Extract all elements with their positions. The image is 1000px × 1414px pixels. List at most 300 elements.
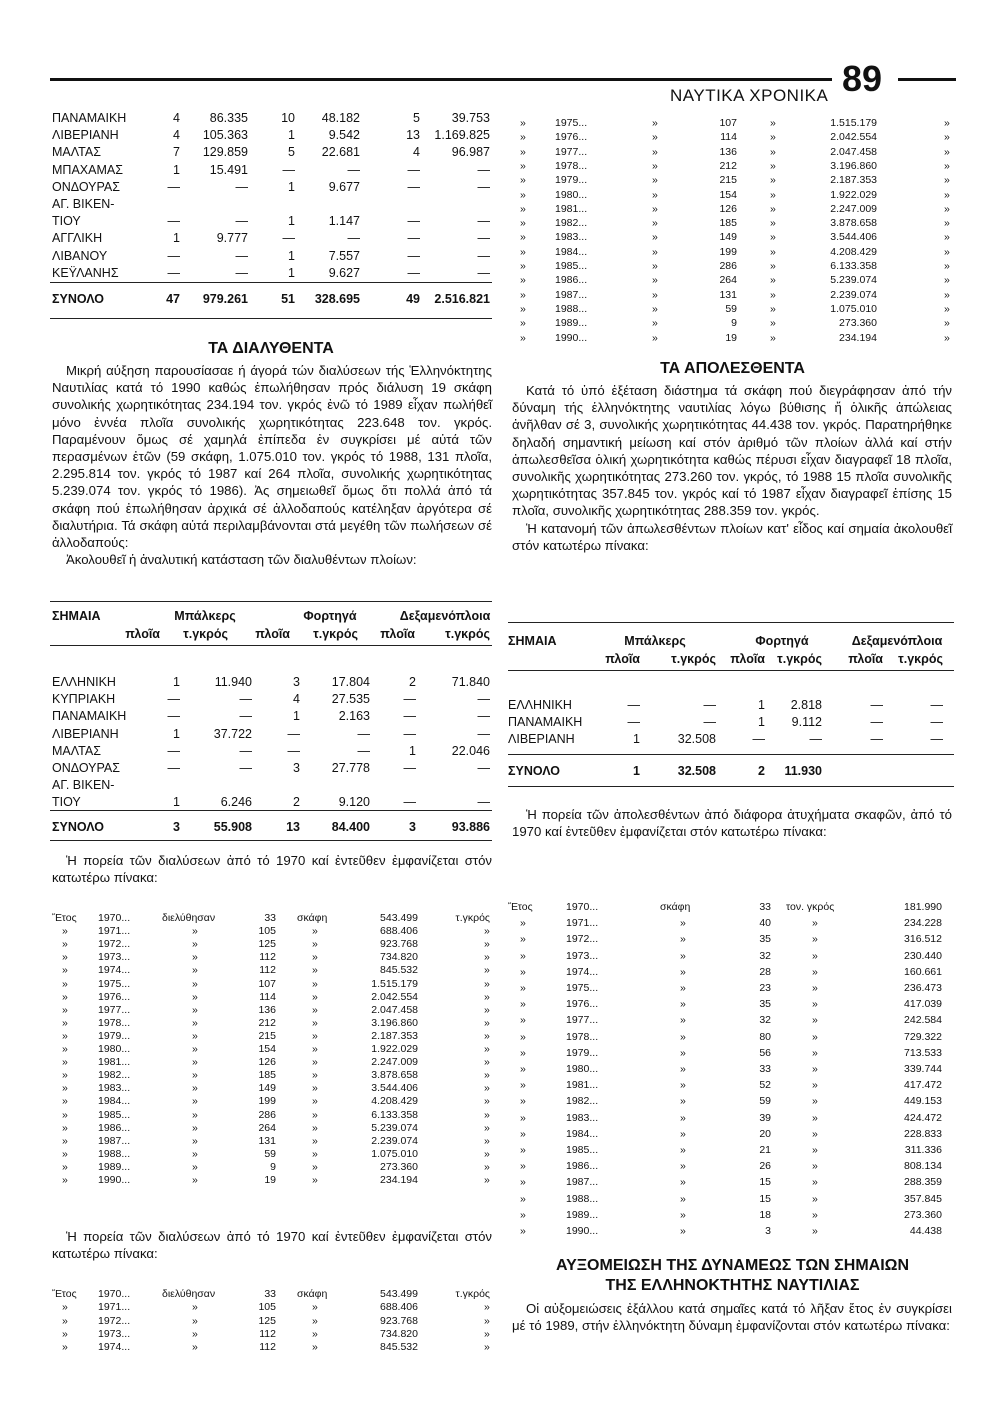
- ditto-mark: »: [520, 260, 526, 272]
- series-year: 1970...: [98, 912, 131, 924]
- ditto-mark: »: [652, 117, 658, 129]
- series-count: 33: [264, 912, 276, 924]
- table-value: 1: [409, 743, 416, 758]
- table-value: 32.508: [677, 732, 716, 747]
- table-value: 3: [173, 820, 180, 834]
- table-value: —: [407, 231, 420, 246]
- table-value: 84.400: [331, 820, 370, 834]
- series-year: 1983...: [98, 1082, 131, 1095]
- flag-name: ΕΛΛΗΝΙΚΗ: [52, 675, 116, 689]
- series-tonnage: 3.544.406: [371, 1082, 418, 1095]
- series-tonnage: 417.472: [904, 1079, 942, 1092]
- ditto-mark: »: [62, 1095, 68, 1108]
- table-value: 4: [173, 128, 180, 143]
- ditto-mark: »: [812, 1225, 818, 1237]
- series-count: 19: [264, 1174, 276, 1186]
- series-count: 125: [258, 938, 276, 951]
- series-tonnage: 729.322: [904, 1030, 942, 1043]
- ditto-mark: »: [520, 131, 526, 144]
- ditto-mark: »: [944, 217, 950, 230]
- ditto-mark: »: [770, 159, 776, 172]
- ditto-mark: »: [680, 1144, 686, 1156]
- series-tonnage: 923.768: [380, 1314, 418, 1327]
- ditto-mark: »: [312, 1174, 318, 1186]
- series-count: 33: [759, 901, 771, 913]
- series-count: 199: [719, 245, 737, 258]
- lost-series-text: Ἡ πορεία τῶν ἀπολεσθέντων ἀπό διάφορα ἀτυχήματα σκαφῶν, ἀπό τό 1970 καί ἐντεῦθεν ἐμφανίζεται στόν κατωτέρω πίνακα:: [512, 807, 952, 840]
- ditto-mark: »: [484, 1341, 490, 1354]
- series-count: 23: [759, 982, 771, 994]
- ditto-mark: »: [520, 117, 526, 129]
- ditto-mark: »: [192, 964, 198, 977]
- series-tonnage: 357.845: [904, 1192, 942, 1205]
- table-value: 15.491: [209, 162, 248, 177]
- series-tonnage: 2.187.353: [371, 1029, 418, 1042]
- ditto-mark: »: [652, 302, 658, 315]
- series-count: 215: [258, 1029, 276, 1042]
- flag-name: ΛΙΒΕΡΙΑΝΗ: [52, 726, 119, 741]
- ditto-mark: »: [62, 1134, 68, 1147]
- ditto-mark: »: [944, 288, 950, 301]
- flag-name: ΑΓ. ΒΙΚΕΝ-: [52, 778, 115, 793]
- ditto-mark: »: [62, 1003, 68, 1016]
- ditto-mark: »: [520, 245, 526, 258]
- ditto-mark: »: [62, 1043, 68, 1055]
- series-count: 112: [259, 1327, 276, 1340]
- ditto-mark: »: [312, 1082, 318, 1095]
- series-count: 32: [759, 1014, 771, 1027]
- ditto-mark: »: [62, 1314, 68, 1327]
- ditto-mark: »: [520, 982, 526, 994]
- table-value: 11.930: [784, 764, 822, 778]
- series-count: 126: [719, 202, 737, 215]
- ditto-mark: »: [484, 1160, 490, 1173]
- series-count: 264: [258, 1121, 276, 1134]
- series-year: 1990...: [566, 1225, 599, 1237]
- ditto-mark: »: [312, 1056, 318, 1069]
- table-rule: [508, 786, 954, 787]
- column-subheader: τ.γκρός: [777, 652, 822, 666]
- column-header: Φορτηγά: [303, 609, 357, 623]
- ditto-mark: »: [62, 1056, 68, 1069]
- ditto-mark: »: [680, 982, 686, 994]
- table-value: 55.908: [213, 820, 252, 834]
- table-value: 2: [293, 795, 300, 810]
- series-count: 80: [759, 1030, 771, 1043]
- ditto-mark: »: [312, 1069, 318, 1082]
- table-value: 2.516.821: [434, 292, 490, 306]
- ditto-mark: »: [812, 1079, 818, 1092]
- ditto-mark: »: [192, 1301, 198, 1314]
- series-tonnage: 3.196.860: [371, 1016, 418, 1029]
- ditto-mark: »: [944, 245, 950, 258]
- ditto-mark: »: [680, 1176, 686, 1189]
- ditto-mark: »: [312, 951, 318, 964]
- table-value: 86.335: [209, 111, 248, 125]
- ditto-mark: »: [312, 1003, 318, 1016]
- series-tonnage: 713.533: [904, 1046, 942, 1059]
- ditto-mark: »: [520, 1208, 526, 1221]
- table-value: 1: [758, 715, 765, 730]
- series-year: 1976...: [555, 131, 588, 144]
- table-value: 5: [288, 145, 295, 160]
- ditto-mark: »: [812, 1127, 818, 1140]
- table-value: 71.840: [451, 675, 490, 689]
- flag-name: ΛΙΒΕΡΙΑΝΗ: [508, 732, 575, 747]
- series-count: 15: [759, 1176, 771, 1189]
- table-value: 2.163: [338, 709, 370, 724]
- table-value: —: [235, 265, 248, 280]
- ditto-mark: »: [770, 202, 776, 215]
- fluctuation-heading-line1: ΑΥΞΟΜΕΙΩΣΗ ΤΗΣ ΔΥΝΑΜΕΩΣ ΤΩΝ ΣΗΜΑΙΩΝ: [555, 1257, 910, 1274]
- series-tonnage: 923.768: [380, 938, 418, 951]
- series-count: 15: [759, 1192, 771, 1205]
- ditto-mark: »: [770, 302, 776, 315]
- fluctuation-paragraph: [512, 1300, 952, 1334]
- ditto-mark: »: [192, 1029, 198, 1042]
- flag-name: ΤΙΟΥ: [52, 214, 81, 229]
- table-value: —: [167, 179, 180, 194]
- column-subheader: τ.γκρός: [671, 652, 716, 666]
- flag-name: ΣΥΝΟΛΟ: [52, 820, 104, 834]
- scrapped-series-intro: [52, 852, 492, 886]
- ditto-mark: »: [520, 317, 526, 330]
- series-year: 1983...: [566, 1111, 599, 1124]
- section-heading-scrapped: ΤΑ ΔΙΑΛΥΘΕΝΤΑ: [208, 340, 334, 357]
- ditto-mark: »: [680, 1030, 686, 1043]
- ditto-mark: »: [312, 964, 318, 977]
- ditto-mark: »: [944, 302, 950, 315]
- table-rule: [508, 622, 954, 623]
- series-count: 154: [258, 1043, 276, 1055]
- series-count: 114: [259, 990, 276, 1003]
- ditto-mark: »: [192, 1043, 198, 1055]
- ditto-mark: »: [520, 1046, 526, 1059]
- ditto-mark: »: [520, 202, 526, 215]
- ditto-mark: »: [192, 1121, 198, 1134]
- table-value: 1: [173, 795, 180, 810]
- lost-intro-text: Ἡ κατανομή τῶν ἀπωλεσθέντων πλοίων κατ' εἶδος καί σημαία ἀκολουθεῖ στόν κατωτέρω πίνακα:: [512, 520, 952, 553]
- table-value: 96.987: [451, 145, 490, 160]
- series-tonnage: 2.042.554: [830, 131, 877, 144]
- series-tonnage: 1.922.029: [830, 188, 877, 201]
- series-count: 286: [719, 260, 737, 272]
- table-value: 1.169.825: [434, 128, 490, 143]
- table-rule: [508, 754, 954, 755]
- series-tonnage: 1.922.029: [371, 1043, 418, 1055]
- ditto-mark: »: [484, 1121, 490, 1134]
- ditto-mark: »: [192, 990, 198, 1003]
- series-tonnage: 2.247.009: [830, 202, 877, 215]
- table-value: 13: [286, 820, 300, 834]
- table-value: —: [627, 698, 640, 712]
- series-year: 1983...: [555, 231, 588, 244]
- scrapped-text: Μικρή αύξηση παρουσίασαε ή άγορά τών διαλύσεων τής Ἑλληνόκτητης Ναυτιλίας κατά τό 1990 καθώς ἐπωλήθησαν πρός διάλυση 19 σκάφη συνολικής χωρητικότητας 234.194 τον. γκρός ἐνῶ τό 1989 εἶχαν πωλήθεῖ μόνο ἐννέα πλοῖα συνολικής χωρητικότητας 223.648 τον. γκρός. Παραμένουν ὅμως σέ χαμηλά ἐπίπεδα ἐν συγκρίσει μέ αὐτά τῶν περασμένων ἐτῶν (59 σκάφη, 1.075.010 τον. γκρός τό 1988, 131 πλοῖα, 2.295.814 τον. γκρός τό 1987 καί 264 πλοῖα, συνολικής χωρητικότητας 5.239.074 τον. γκρός τό 1986). Ἀς σημειωθεῖ ὅμως ὅτι πολλά ἀπό τά σκάφη πού ἐπωλήθησαν ἀρχικά σέ ἀλλοδαπούς κατέληξαν ἀργότερα σέ διαλυτήρια. Τά σκάφη αὐτά περιλαμβάνονται στά μεγέθη τῶν πωλήσεων σέ ἀλλοδαπούς:: [52, 363, 492, 551]
- ditto-mark: »: [192, 1134, 198, 1147]
- ditto-mark: »: [484, 1003, 490, 1016]
- series-tonnage: 845.532: [380, 1341, 418, 1354]
- header-rule-right: [898, 78, 956, 81]
- series-tonnage: 316.512: [904, 933, 942, 946]
- table-value: —: [703, 698, 716, 712]
- ditto-mark: »: [520, 1095, 526, 1108]
- ditto-mark: »: [192, 1003, 198, 1016]
- table-value: —: [477, 709, 490, 724]
- flag-name: ΛΙΒΕΡΙΑΝΗ: [52, 128, 119, 143]
- ditto-mark: »: [812, 1192, 818, 1205]
- ditto-mark: »: [944, 331, 950, 344]
- ditto-mark: »: [312, 1043, 318, 1055]
- ditto-mark: »: [812, 917, 818, 930]
- table-value: —: [477, 761, 490, 775]
- ditto-mark: »: [680, 949, 686, 962]
- series-tonnage: 424.472: [904, 1111, 942, 1124]
- ditto-mark: »: [62, 1029, 68, 1042]
- ditto-mark: »: [944, 231, 950, 244]
- ditto-mark: »: [680, 1079, 686, 1092]
- series-year: 1984...: [566, 1127, 599, 1140]
- column-header: Δεξαμενόπλοια: [851, 634, 943, 648]
- ditto-mark: »: [312, 938, 318, 951]
- series-year: 1985...: [555, 260, 588, 272]
- ditto-mark: »: [520, 998, 526, 1011]
- flag-name: ΚΕΫΛΑΝΗΣ: [52, 265, 119, 280]
- ditto-mark: »: [484, 951, 490, 964]
- ditto-mark: »: [520, 1192, 526, 1205]
- ditto-mark: »: [520, 1111, 526, 1124]
- ditto-mark: »: [484, 1029, 490, 1042]
- page-number: 89: [842, 58, 883, 99]
- series-tonnage: 3.878.658: [830, 217, 877, 230]
- series-tonnage: 4.208.429: [830, 245, 877, 258]
- ditto-mark: »: [484, 1082, 490, 1095]
- series-count: 112: [259, 1341, 276, 1354]
- ditto-mark: »: [62, 1069, 68, 1082]
- series-tonnage: 1.075.010: [371, 1147, 418, 1160]
- series-tonnage: 234.194: [380, 1174, 418, 1186]
- table-value: —: [407, 248, 420, 263]
- ditto-mark: »: [520, 1176, 526, 1189]
- ditto-mark: »: [520, 1144, 526, 1156]
- ditto-mark: »: [192, 1108, 198, 1121]
- table-value: —: [235, 248, 248, 263]
- series-label: Ἔτος: [52, 912, 77, 924]
- ditto-mark: »: [312, 1134, 318, 1147]
- table-value: —: [407, 179, 420, 194]
- ditto-mark: »: [62, 1301, 68, 1314]
- ditto-mark: »: [812, 1208, 818, 1221]
- ditto-mark: »: [770, 131, 776, 144]
- table-value: —: [627, 715, 640, 730]
- series-tonnage: 288.359: [904, 1176, 942, 1189]
- ditto-mark: »: [484, 977, 490, 990]
- ditto-mark: »: [62, 951, 68, 964]
- ditto-mark: »: [520, 965, 526, 978]
- ditto-mark: »: [520, 331, 526, 344]
- table-value: 1: [173, 726, 180, 741]
- series-year: 1978...: [98, 1016, 131, 1029]
- table-value: 3: [293, 761, 300, 775]
- table-rule: [50, 645, 492, 646]
- ditto-mark: »: [312, 1301, 318, 1314]
- ditto-mark: »: [770, 188, 776, 201]
- column-header: Φορτηγά: [755, 634, 809, 648]
- ditto-mark: »: [484, 1147, 490, 1160]
- series-count: 35: [759, 998, 771, 1011]
- ditto-mark: »: [484, 1301, 490, 1314]
- ditto-mark: »: [484, 938, 490, 951]
- fluctuation-heading-line2: ΤΗΣ ΕΛΛΗΝΟΚΤΗΤΗΣ ΝΑΥΤΙΛΙΑΣ: [605, 1277, 860, 1294]
- series-year: 1986...: [566, 1160, 599, 1173]
- table-value: —: [357, 743, 370, 758]
- ditto-mark: »: [192, 1314, 198, 1327]
- ditto-mark: »: [812, 982, 818, 994]
- table-value: 1: [288, 214, 295, 229]
- ditto-mark: »: [62, 938, 68, 951]
- series-count: 112: [259, 951, 276, 964]
- series-tonnage: 6.133.358: [371, 1108, 418, 1121]
- ditto-mark: »: [62, 1147, 68, 1160]
- table-value: —: [167, 248, 180, 263]
- table-value: 10: [281, 111, 295, 125]
- series-year: 1982...: [98, 1069, 131, 1082]
- series-year: 1985...: [98, 1108, 131, 1121]
- series-count: 56: [759, 1046, 771, 1059]
- table-value: 27.778: [331, 761, 370, 775]
- series-year: 1985...: [566, 1144, 599, 1156]
- ditto-mark: »: [680, 1127, 686, 1140]
- series-year: 1975...: [566, 982, 599, 994]
- ditto-mark: »: [652, 188, 658, 201]
- series-label: διελύθησαν: [162, 1288, 216, 1300]
- flag-name: ΚΥΠΡΙΑΚΗ: [52, 692, 116, 707]
- flag-name: ΠΑΝΑΜΑΙΚΗ: [52, 709, 127, 724]
- series-label: Ἔτος: [52, 1288, 77, 1300]
- ditto-mark: »: [944, 131, 950, 144]
- table-value: 1: [288, 179, 295, 194]
- ditto-mark: »: [770, 317, 776, 330]
- ditto-mark: »: [944, 274, 950, 287]
- ditto-mark: »: [484, 1174, 490, 1186]
- table-value: —: [870, 698, 883, 712]
- flag-name: ΣΥΝΟΛΟ: [508, 764, 560, 778]
- series-count: 107: [258, 977, 276, 990]
- series-count: 59: [264, 1147, 276, 1160]
- table-value: 2: [758, 764, 765, 778]
- series-tonnage: 734.820: [380, 951, 418, 964]
- series-tonnage: 543.499: [380, 912, 418, 924]
- series-label: τ.γκρός: [455, 912, 490, 924]
- table-value: 39.753: [451, 111, 490, 125]
- series-year: 1989...: [98, 1160, 131, 1173]
- table-value: —: [477, 726, 490, 741]
- series-tonnage: 236.473: [904, 982, 942, 994]
- ditto-mark: »: [520, 302, 526, 315]
- series-year: 1977...: [555, 145, 588, 158]
- series-count: 28: [759, 965, 771, 978]
- series-count: 52: [759, 1079, 771, 1092]
- series-count: 105: [258, 925, 276, 938]
- column-header: Μπάλκερς: [624, 634, 686, 648]
- table-value: —: [347, 231, 360, 246]
- series-count: 18: [759, 1208, 771, 1221]
- series-label: σκάφη: [297, 1288, 328, 1300]
- series-count: 9: [270, 1160, 276, 1173]
- ditto-mark: »: [770, 145, 776, 158]
- series-year: 1971...: [566, 917, 599, 930]
- ditto-mark: »: [520, 949, 526, 962]
- ditto-mark: »: [652, 331, 658, 344]
- table-value: —: [930, 698, 943, 712]
- series-year: 1971...: [98, 925, 131, 938]
- lost-series-intro: [512, 806, 952, 840]
- series-year: 1978...: [555, 159, 588, 172]
- series-tonnage: 234.228: [904, 917, 942, 930]
- ditto-mark: »: [192, 1174, 198, 1186]
- series-count: 136: [719, 145, 737, 158]
- table-value: —: [239, 761, 252, 775]
- flag-name: ΜΠΑΧΑΜΑΣ: [52, 162, 123, 177]
- table-value: —: [477, 795, 490, 810]
- series-year: 1979...: [98, 1029, 131, 1042]
- ditto-mark: »: [812, 933, 818, 946]
- ditto-mark: »: [62, 1174, 68, 1186]
- series-year: 1989...: [566, 1208, 599, 1221]
- table-value: —: [235, 214, 248, 229]
- ditto-mark: »: [484, 964, 490, 977]
- series-count: 19: [725, 331, 737, 344]
- table-value: 13: [406, 128, 420, 143]
- flag-name: ΜΑΛΤΑΣ: [52, 145, 101, 160]
- ditto-mark: »: [680, 1111, 686, 1124]
- series-year: 1977...: [566, 1014, 599, 1027]
- table-value: 9.777: [216, 231, 248, 246]
- column-header: Μπάλκερς: [174, 609, 236, 623]
- series-tonnage: 543.499: [380, 1288, 418, 1300]
- series-year: 1980...: [98, 1043, 131, 1055]
- series-year: 1987...: [555, 288, 588, 301]
- series-year: 1976...: [98, 990, 131, 1003]
- ditto-mark: »: [770, 331, 776, 344]
- table-value: 7.557: [328, 248, 360, 263]
- ditto-mark: »: [812, 1160, 818, 1173]
- ditto-mark: »: [484, 1134, 490, 1147]
- series-tonnage: 1.515.179: [371, 977, 418, 990]
- table-value: 1.147: [328, 214, 360, 229]
- flag-name: ΑΓ. ΒΙΚΕΝ-: [52, 197, 115, 211]
- table-value: 4: [173, 111, 180, 125]
- ditto-mark: »: [652, 159, 658, 172]
- table-value: —: [287, 726, 300, 741]
- series-year: 1974...: [98, 964, 131, 977]
- ditto-mark: »: [192, 1016, 198, 1029]
- series-count: 112: [259, 964, 276, 977]
- series-year: 1990...: [98, 1174, 131, 1186]
- ditto-mark: »: [520, 145, 526, 158]
- series-tonnage: 688.406: [380, 1301, 418, 1314]
- series-tonnage: 2.047.458: [371, 1003, 418, 1016]
- series-tonnage: 5.239.074: [830, 274, 877, 287]
- series-label: τ.γκρός: [455, 1288, 490, 1300]
- ditto-mark: »: [944, 145, 950, 158]
- ditto-mark: »: [484, 1016, 490, 1029]
- ditto-mark: »: [944, 117, 950, 129]
- ditto-mark: »: [62, 990, 68, 1003]
- series-count: 21: [759, 1144, 771, 1156]
- series-label: σκάφη: [660, 901, 691, 913]
- series-label: Ἔτος: [508, 901, 533, 913]
- series-year: 1976...: [566, 998, 599, 1011]
